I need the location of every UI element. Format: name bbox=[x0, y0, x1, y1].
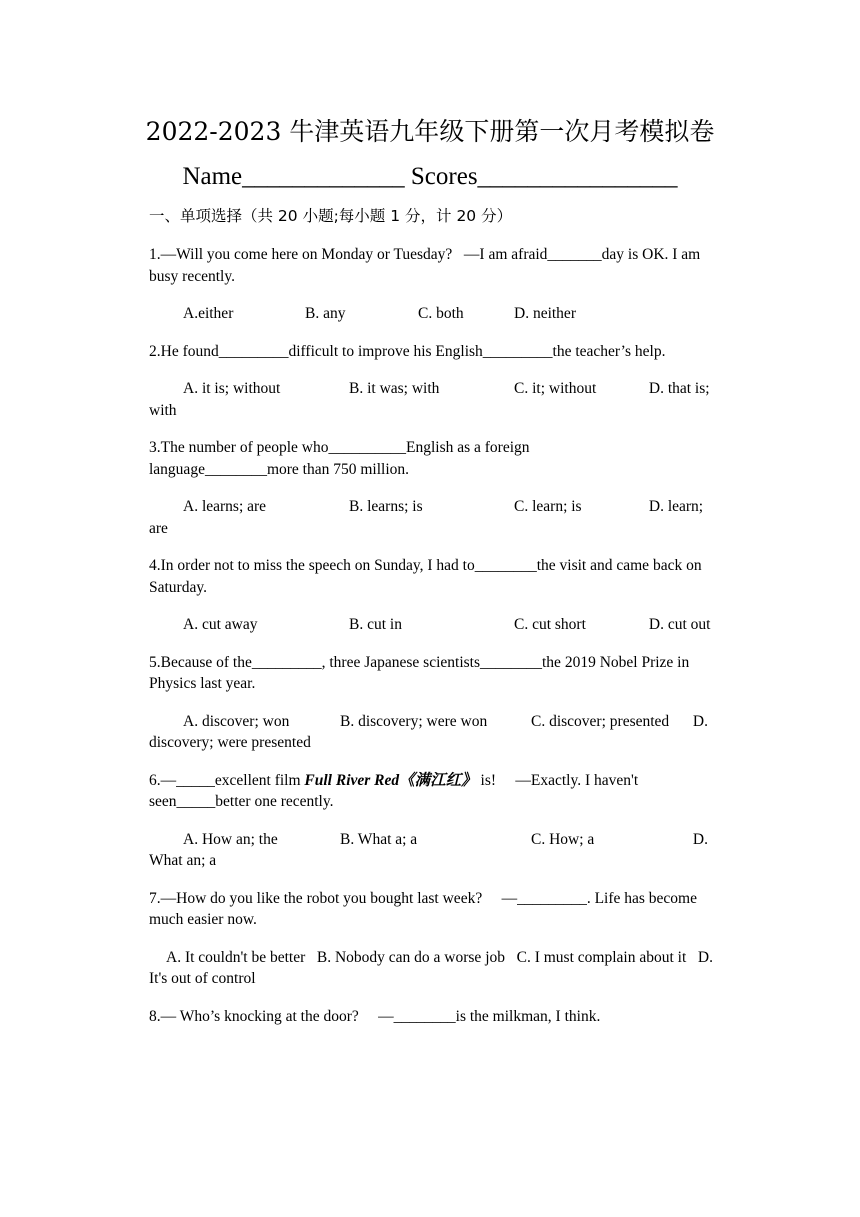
name-scores-line: Name_____________ Scores________________ bbox=[182, 163, 678, 190]
option-a: A. it is; without bbox=[183, 380, 281, 397]
option-b: B. learns; is bbox=[349, 498, 423, 515]
option-d: D. that is; with bbox=[149, 380, 710, 419]
option-b: B. discovery; were won bbox=[340, 712, 488, 730]
question-6-stem-start: 6.—_____excellent film bbox=[149, 771, 305, 789]
option-c: C. learn; is bbox=[514, 498, 582, 515]
question-7: 7.—How do you like the robot you bought last week? —_________. Life has become much easier now. bbox=[149, 889, 697, 928]
question-6-options bbox=[149, 829, 719, 872]
question-3-options bbox=[149, 496, 719, 539]
option-d: D. neither bbox=[514, 305, 576, 322]
question-4-options bbox=[149, 614, 719, 636]
option-a: A. How an; the bbox=[183, 830, 278, 848]
question-6 bbox=[149, 770, 719, 813]
section-heading: 一、单项选择（共 20 小题;每小题 1 分，计 20 分） bbox=[149, 207, 513, 225]
option-d: D. cut out bbox=[648, 616, 711, 633]
option-a: A. discover; won bbox=[183, 712, 290, 730]
option-c: C. cut short bbox=[514, 616, 586, 633]
option-c: C. both bbox=[418, 305, 464, 322]
option-b: B. it was; with bbox=[349, 380, 440, 397]
option-c: C. it; without bbox=[514, 380, 597, 397]
option-d: D. What an; a bbox=[149, 830, 708, 869]
questions-list bbox=[149, 244, 719, 1043]
option-b: B. cut in bbox=[349, 616, 402, 633]
question-4: 4.In order not to miss the speech on Sunday, I had to________the visit and came back on Saturday. bbox=[149, 557, 702, 596]
question-8: 8.— Who’s knocking at the door? —________is the milkman, I think. bbox=[149, 1007, 601, 1025]
option-c: C. I must complain about it bbox=[516, 948, 687, 966]
question-3: 3.The number of people who__________English as a foreign language________more than 750 million. bbox=[149, 439, 530, 478]
question-5: 5.Because of the_________, three Japanese scientists________the 2019 Nobel Prize in Physics last year. bbox=[149, 653, 690, 692]
option-b: B. What a; a bbox=[340, 830, 418, 848]
option-d: D. learn; are bbox=[149, 498, 704, 537]
film-title: Full River Red《满江红》 bbox=[304, 771, 477, 789]
option-d: D. It's out of control bbox=[149, 948, 713, 987]
question-5-options bbox=[149, 711, 719, 754]
question-2: 2.He found_________difficult to improve his English_________the teacher’s help. bbox=[149, 342, 666, 360]
option-b: B. any bbox=[305, 305, 346, 322]
question-7-options bbox=[149, 947, 719, 990]
page-title: 2022-2023 牛津英语九年级下册第一次月考模拟卷 bbox=[145, 117, 715, 146]
option-a: A.either bbox=[183, 305, 234, 322]
question-1-options bbox=[149, 303, 719, 325]
question-6-stem-end: is! —Exactly. I haven't seen_____better one recently. bbox=[149, 771, 639, 810]
option-b: B. Nobody can do a worse job bbox=[316, 948, 505, 966]
option-c: C. discover; presented bbox=[531, 712, 670, 730]
option-a: A. It couldn't be better bbox=[166, 948, 306, 966]
question-2-options bbox=[149, 378, 719, 421]
option-c: C. How; a bbox=[531, 830, 595, 848]
question-1: 1.—Will you come here on Monday or Tuesday? —I am afraid_______day is OK. I am busy recently. bbox=[149, 246, 701, 285]
option-a: A. learns; are bbox=[183, 498, 267, 515]
option-a: A. cut away bbox=[183, 616, 258, 633]
option-d: D. discovery; were presented bbox=[149, 712, 708, 751]
